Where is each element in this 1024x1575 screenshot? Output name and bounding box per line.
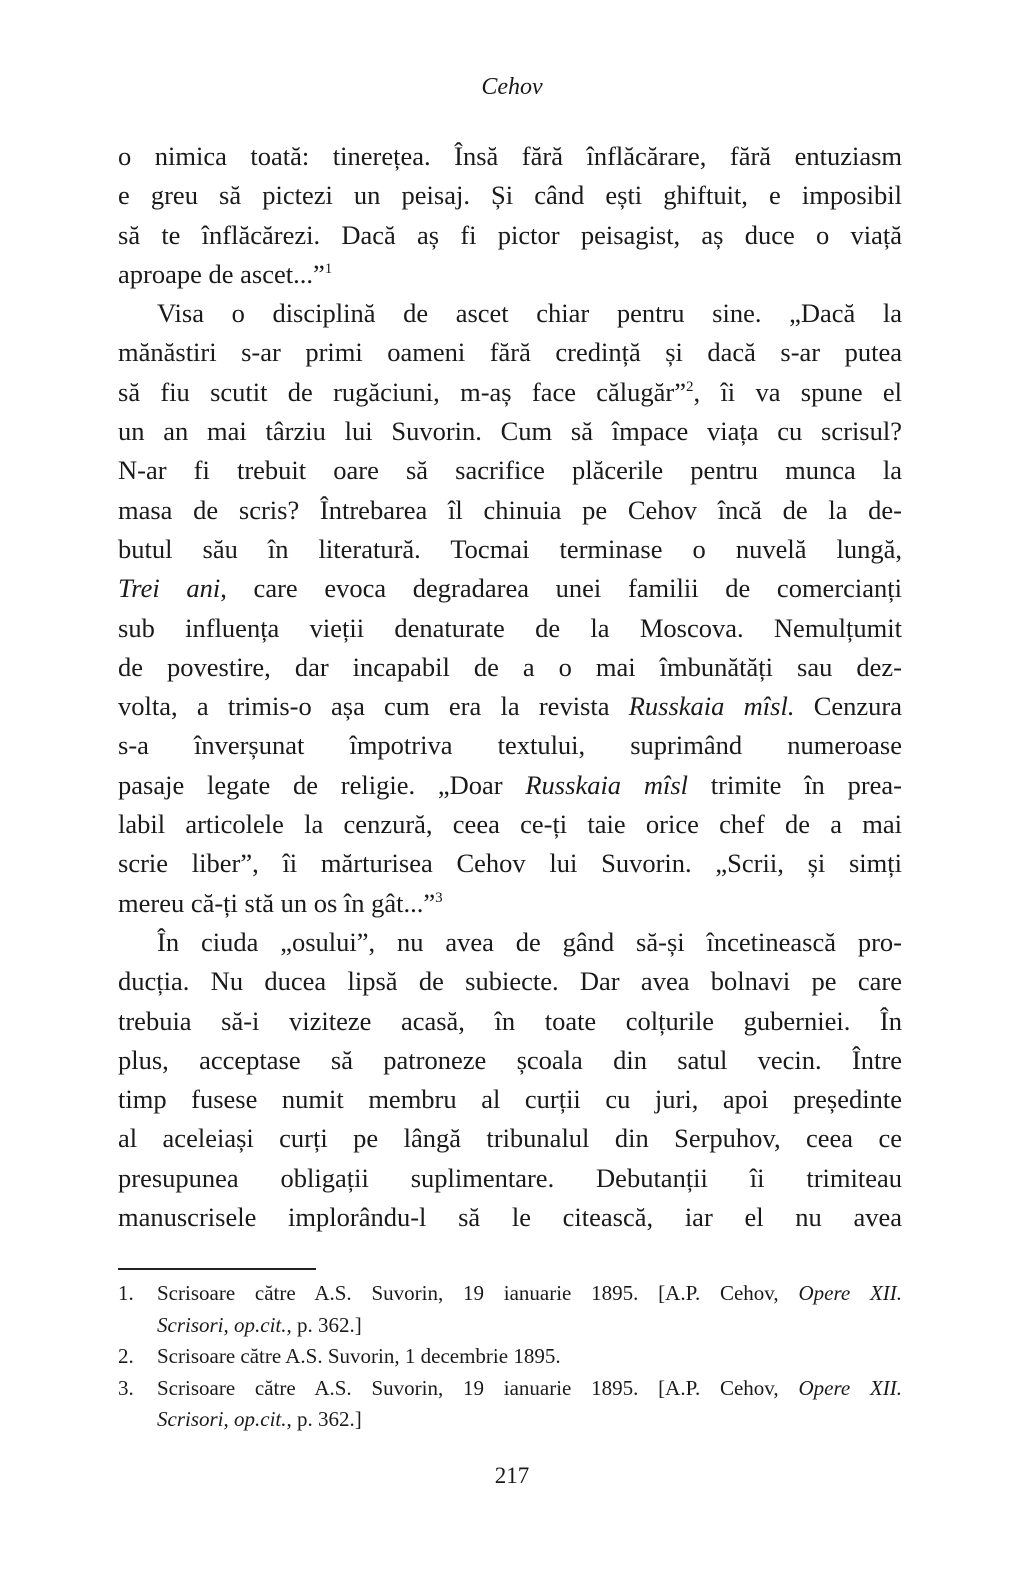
page-number: 217 (494, 1463, 530, 1488)
text-run: , care evoca degradarea unei familii de comercianți (220, 573, 903, 604)
text-run: o nimica toată: tinerețea. Însă fără înflăcărare, fără entuziasm (118, 141, 902, 171)
footnote-line (157, 1373, 902, 1405)
text-run: un an mai târziu lui Suvorin. Cum să împace viața cu scrisul? (118, 416, 902, 447)
footnote (118, 1341, 902, 1373)
text-run: s-a înverșunat împotriva textului, suprimând numeroase (118, 730, 902, 761)
text-line (118, 1080, 902, 1119)
text-run: Scrisoare către A.S. Suvorin, 19 ianuarie 1895. [A.P. Cehov, (157, 1281, 799, 1305)
footnotes (118, 1278, 902, 1436)
running-header: Cehov (481, 74, 543, 100)
text-line (118, 176, 902, 215)
text-run: e greu să pictezi un peisaj. Și când ești ghiftuit, e imposibil (118, 180, 902, 211)
text-run: mănăstiri s-ar primi oameni fără credință și dacă s-ar putea (118, 337, 902, 368)
text-line (118, 255, 902, 294)
text-run: al aceleiași curți pe lângă tribunalul din Serpuhov, ceea ce (118, 1123, 902, 1154)
text-run: scrie liber”, îi mărturisea Cehov lui Suvorin. „Scrii, și simți (118, 848, 902, 879)
footnote (118, 1373, 902, 1436)
text-run: trimite în prea- (688, 769, 902, 800)
footnote-number: 1. (118, 1281, 134, 1305)
text-run: , (223, 1312, 235, 1337)
text-run: Russkaia mîsl (525, 769, 689, 800)
text-run: , p. 362.] (286, 1407, 362, 1431)
text-run: N-ar fi trebuit oare să sacrifice plăcerile pentru munca la (118, 455, 902, 486)
footnote-line (157, 1404, 902, 1436)
text-run: să te înflăcărezi. Dacă aș fi pictor peisagist, aș duce o viață (118, 219, 902, 250)
text-run: timp fusese numit membru al curții cu juri, apoi președinte (118, 1084, 902, 1115)
text-line (118, 844, 902, 883)
text-line (118, 1198, 902, 1237)
footnote-separator (118, 1268, 316, 1270)
footnote-line (157, 1341, 902, 1373)
text-line (118, 609, 902, 648)
text-line (118, 923, 902, 962)
text-run: ducția. Nu ducea lipsă de subiecte. Dar avea bolnavi pe care (118, 966, 902, 997)
text-run: , (223, 1407, 235, 1431)
text-run: labil articolele la cenzură, ceea ce-ți taie orice chef de a mai (118, 809, 902, 840)
footnote-ref: 1 (324, 260, 333, 277)
text-run: butul său în literatură. Tocmai terminase o nuvelă lungă, (118, 533, 902, 564)
text-line (118, 1159, 902, 1198)
footnote-number: 3. (118, 1375, 134, 1400)
text-line (118, 412, 902, 451)
text-line (118, 137, 902, 176)
text-run: Visa o disciplină de ascet chiar pentru sine. „Dacă la (157, 298, 902, 329)
footnote-line (157, 1278, 902, 1310)
text-run: op.cit. (234, 1312, 287, 1337)
text-line (118, 1119, 902, 1158)
text-run: Scrisoare către A.S. Suvorin, 19 ianuarie 1895. [A.P. Cehov, (157, 1375, 799, 1400)
text-run: Trei ani (118, 573, 221, 604)
text-run: op.cit. (234, 1407, 287, 1431)
text-run: aproape de ascet...” (118, 258, 325, 289)
text-run: mereu că-ți stă un os în gât...” (118, 887, 436, 918)
text-run: Opere XII. (798, 1375, 903, 1400)
text-run: trebuia să-i viziteze acasă, în toate colțurile guberniei. În (118, 1005, 902, 1036)
text-line (118, 648, 902, 687)
text-line (118, 373, 902, 412)
text-run: masa de scris? Întrebarea îl chinuia pe Cehov încă de la de- (118, 494, 902, 525)
text-line (118, 1002, 902, 1041)
text-run: Cenzura (794, 691, 902, 722)
text-run: Scrisoare către A.S. Suvorin, 1 decembrie 1895. (157, 1344, 561, 1368)
footnote-line (157, 1310, 902, 1342)
text-run: sub influența vieții denaturate de la Moscova. Nemulțumit (118, 612, 902, 643)
text-line (118, 333, 902, 372)
text-run: În ciuda „osului”, nu avea de gând să-și încetinească pro- (157, 926, 902, 957)
text-run: Opere XII. (798, 1281, 903, 1305)
text-run: pasaje legate de religie. „Doar (118, 769, 526, 800)
text-line (118, 491, 902, 530)
text-run: să fiu scutit de rugăciuni, m-aș face călugăr” (118, 376, 687, 407)
text-line (118, 1041, 902, 1080)
text-run: volta, a trimis-o așa cum era la revista (118, 691, 629, 722)
text-line (118, 451, 902, 490)
body-text (118, 137, 902, 1237)
text-run: Scrisori (157, 1407, 224, 1431)
text-run: manuscrisele implorându-l să le citească, iar el nu avea (118, 1202, 902, 1233)
text-run: Scrisori (157, 1312, 224, 1337)
footnote-number: 2. (118, 1344, 134, 1368)
text-run: plus, acceptase să patroneze școala din satul vecin. Între (118, 1044, 902, 1075)
text-line (118, 687, 902, 726)
text-run: presupunea obligații suplimentare. Debutanții îi trimiteau (118, 1162, 902, 1193)
footnote (118, 1278, 902, 1341)
text-run: de povestire, dar incapabil de a o mai îmbunătăți sau dez- (118, 651, 902, 682)
footnote-ref: 2 (686, 378, 694, 395)
footnote-ref: 3 (435, 889, 443, 906)
text-line (118, 569, 902, 608)
text-run: , îi va spune el (693, 376, 903, 407)
text-run: , p. 362.] (286, 1312, 362, 1337)
text-run: Russkaia mîsl. (628, 691, 795, 722)
text-line (118, 962, 902, 1001)
text-line (118, 766, 902, 805)
text-line (118, 216, 902, 255)
text-line (118, 726, 902, 765)
text-line (118, 530, 902, 569)
text-line (118, 884, 902, 923)
text-line (118, 294, 902, 333)
text-line (118, 805, 902, 844)
